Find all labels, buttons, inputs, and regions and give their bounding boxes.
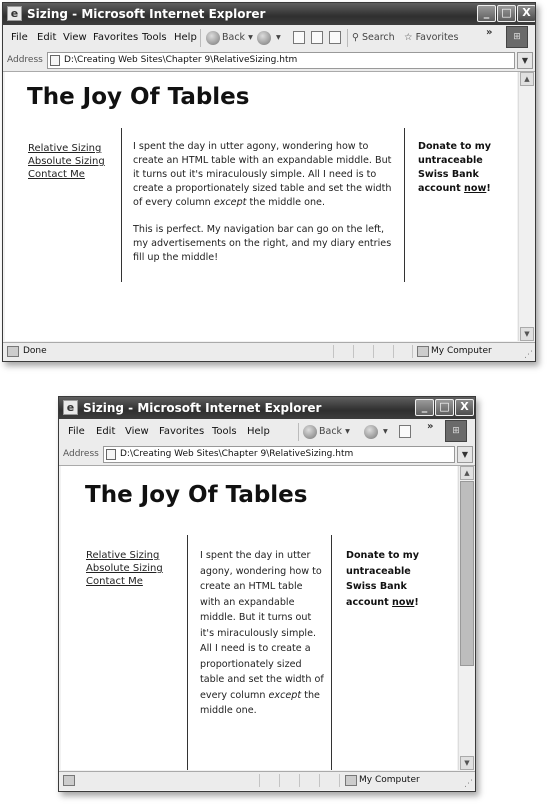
status-panel bbox=[299, 774, 300, 787]
status-bar bbox=[59, 771, 475, 790]
page-title: The Joy Of Tables bbox=[85, 482, 308, 508]
scroll-up-button[interactable]: ▲ bbox=[520, 72, 534, 86]
status-panel bbox=[259, 774, 260, 787]
forward-icon bbox=[364, 425, 378, 439]
menu-bar bbox=[59, 419, 475, 446]
forward-button[interactable]: ▾ bbox=[257, 28, 281, 48]
computer-icon bbox=[417, 346, 429, 357]
computer-icon bbox=[345, 775, 357, 786]
home-button[interactable] bbox=[329, 28, 341, 48]
resize-grip[interactable]: ⋰ bbox=[464, 779, 473, 789]
dropdown-icon[interactable]: ▼ bbox=[517, 52, 533, 69]
page-content bbox=[5, 72, 517, 341]
toolbar-separator bbox=[200, 29, 201, 47]
ad-text: Donate to my untraceable Swiss Bank account now! bbox=[418, 141, 492, 194]
menu-edit[interactable]: Edit bbox=[37, 32, 57, 43]
browser-window-narrow bbox=[58, 396, 476, 792]
column-divider bbox=[404, 128, 405, 282]
ie-page-icon: e bbox=[63, 400, 78, 415]
ie-page-icon: e bbox=[7, 6, 22, 21]
address-url: D:\Creating Web Sites\Chapter 9\RelativeSizing.htm bbox=[64, 55, 298, 65]
page-icon bbox=[50, 55, 60, 66]
status-panel bbox=[353, 345, 354, 358]
vertical-scrollbar[interactable] bbox=[458, 466, 475, 770]
donate-now-link[interactable]: now bbox=[464, 183, 487, 194]
stop-icon bbox=[293, 31, 305, 44]
toolbar-chevron[interactable]: » bbox=[486, 27, 493, 38]
nav-list bbox=[28, 142, 105, 181]
search-icon: ⚲ bbox=[352, 32, 359, 43]
zone-text: My Computer bbox=[359, 775, 420, 785]
nav-contact-me[interactable]: Contact Me bbox=[86, 576, 143, 587]
address-label: Address bbox=[7, 55, 43, 65]
minimize-button[interactable]: _ bbox=[477, 5, 496, 22]
stop-icon bbox=[399, 425, 411, 438]
menu-view[interactable]: View bbox=[125, 426, 149, 437]
paragraph-1: I spent the day in utter agony, wondering how to create an HTML table with an expandable middle. But it turns out it's miraculously simple. All I need is to create a proportionately sized table and set the width of every column except the middle one. bbox=[133, 141, 392, 208]
menu-edit[interactable]: Edit bbox=[96, 426, 116, 437]
menu-view[interactable]: View bbox=[63, 32, 87, 43]
refresh-button[interactable] bbox=[311, 28, 323, 48]
page-icon bbox=[106, 449, 116, 460]
favorites-star-icon: ☆ bbox=[404, 32, 413, 43]
status-panel bbox=[373, 345, 374, 358]
done-icon bbox=[63, 775, 75, 786]
dropdown-icon[interactable]: ▼ bbox=[457, 446, 473, 463]
donate-now-link[interactable]: now bbox=[392, 596, 415, 608]
windows-flag-icon: ⊞ bbox=[506, 26, 528, 48]
zone-text: My Computer bbox=[431, 346, 492, 356]
status-panel bbox=[333, 345, 334, 358]
back-label: Back bbox=[319, 426, 343, 437]
address-label: Address bbox=[63, 449, 99, 459]
address-input[interactable] bbox=[103, 446, 455, 463]
status-panel bbox=[279, 774, 280, 787]
menu-favorites[interactable]: Favorites bbox=[159, 426, 205, 437]
menu-help[interactable]: Help bbox=[174, 32, 197, 43]
nav-relative-sizing[interactable]: Relative Sizing bbox=[86, 550, 160, 561]
back-icon bbox=[303, 425, 317, 439]
window-title: Sizing - Microsoft Internet Explorer bbox=[83, 401, 322, 415]
nav-contact-me[interactable]: Contact Me bbox=[28, 169, 85, 180]
back-label: Back bbox=[222, 32, 246, 43]
page-title: The Joy Of Tables bbox=[27, 84, 250, 110]
paragraph-2: This is perfect. My navigation bar can go on the left, my advertisements on the right, and my diary entries fill up the middle! bbox=[133, 224, 392, 263]
nav-list bbox=[86, 549, 163, 588]
home-icon bbox=[329, 31, 341, 44]
toolbar-chevron[interactable]: » bbox=[427, 421, 434, 432]
column-divider bbox=[331, 535, 332, 770]
paragraph-1: I spent the day in utter agony, wondering how to create an HTML table with an expandable middle. But it turns out it's miraculously simple. All I need is to create a proportionately sized table and set the width of every column except the middle one. bbox=[200, 550, 324, 716]
page-content bbox=[61, 466, 457, 770]
status-panel bbox=[339, 774, 340, 787]
refresh-icon bbox=[311, 31, 323, 44]
menu-tools[interactable]: Tools bbox=[142, 32, 167, 43]
vertical-scrollbar[interactable] bbox=[518, 72, 535, 341]
nav-absolute-sizing[interactable]: Absolute Sizing bbox=[86, 563, 163, 574]
title-bar[interactable] bbox=[59, 397, 475, 419]
favorites-button[interactable] bbox=[404, 28, 458, 48]
status-bar bbox=[3, 342, 535, 361]
status-panel bbox=[412, 345, 413, 358]
back-button[interactable]: Back ▾ bbox=[303, 422, 350, 442]
close-button[interactable]: X bbox=[517, 5, 536, 22]
menu-file[interactable]: File bbox=[11, 32, 28, 43]
forward-button[interactable]: ▾ bbox=[364, 422, 388, 442]
search-button[interactable] bbox=[352, 28, 395, 48]
title-bar[interactable] bbox=[3, 3, 535, 25]
minimize-button[interactable]: _ bbox=[415, 399, 434, 416]
ad-text: Donate to my untraceable Swiss Bank account now! bbox=[346, 550, 420, 608]
maximize-button[interactable]: □ bbox=[435, 399, 454, 416]
address-bar bbox=[3, 51, 535, 72]
toolbar-separator bbox=[347, 29, 348, 47]
close-button[interactable]: X bbox=[455, 399, 474, 416]
address-input[interactable] bbox=[47, 52, 515, 69]
forward-icon bbox=[257, 31, 271, 45]
column-divider bbox=[121, 128, 122, 282]
search-label: Search bbox=[362, 32, 395, 43]
status-panel bbox=[319, 774, 320, 787]
menu-help[interactable]: Help bbox=[247, 426, 270, 437]
scroll-up-button[interactable]: ▲ bbox=[460, 466, 474, 480]
status-text: Done bbox=[23, 346, 47, 356]
diary-entry bbox=[200, 548, 324, 719]
nav-absolute-sizing[interactable]: Absolute Sizing bbox=[28, 156, 105, 167]
back-button[interactable]: Back ▾ bbox=[206, 28, 253, 48]
maximize-button[interactable]: □ bbox=[497, 5, 516, 22]
address-url: D:\Creating Web Sites\Chapter 9\RelativeSizing.htm bbox=[120, 449, 354, 459]
scroll-down-button[interactable]: ▼ bbox=[520, 327, 534, 341]
column-divider bbox=[187, 535, 188, 770]
toolbar-separator bbox=[298, 423, 299, 441]
menu-favorites[interactable]: Favorites bbox=[93, 32, 139, 43]
stop-button[interactable] bbox=[293, 28, 305, 48]
diary-entry bbox=[133, 140, 395, 265]
menu-bar bbox=[3, 25, 535, 52]
scroll-thumb[interactable] bbox=[460, 481, 474, 666]
window-title: Sizing - Microsoft Internet Explorer bbox=[27, 7, 266, 21]
address-bar bbox=[59, 445, 475, 466]
browser-window-wide bbox=[2, 2, 536, 362]
done-icon bbox=[7, 346, 19, 357]
favorites-label: Favorites bbox=[415, 32, 459, 43]
menu-tools[interactable]: Tools bbox=[212, 426, 237, 437]
status-panel bbox=[393, 345, 394, 358]
stop-button[interactable] bbox=[399, 422, 411, 442]
nav-relative-sizing[interactable]: Relative Sizing bbox=[28, 143, 102, 154]
back-icon bbox=[206, 31, 220, 45]
resize-grip[interactable]: ⋰ bbox=[524, 350, 533, 360]
scroll-down-button[interactable]: ▼ bbox=[460, 756, 474, 770]
windows-flag-icon: ⊞ bbox=[445, 420, 467, 442]
menu-file[interactable]: File bbox=[68, 426, 85, 437]
